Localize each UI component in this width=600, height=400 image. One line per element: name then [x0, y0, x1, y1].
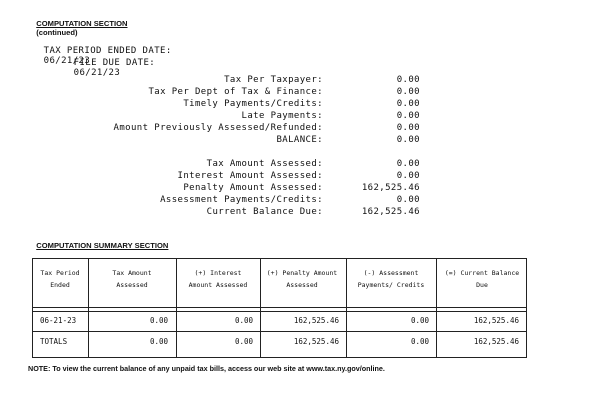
computation-value: 0.00 [396, 123, 420, 133]
assessment-value: 0.00 [396, 171, 420, 181]
computation-value: 0.00 [396, 135, 420, 145]
table-divider [346, 259, 347, 357]
file-due-label: FILE DUE DATE: [73, 58, 156, 68]
computation-value: 0.00 [396, 111, 420, 121]
computation-value: 0.00 [396, 87, 420, 97]
column-header: Tax Amount Assessed [112, 269, 152, 289]
summary-table [32, 258, 527, 358]
cell-payments: 0.00 [410, 337, 429, 346]
assessment-value: 162,525.46 [361, 207, 420, 217]
row-rule [32, 331, 527, 332]
cell-balance: 162,525.46 [473, 337, 519, 346]
assessment-value: 0.00 [396, 195, 420, 205]
computation-label: Amount Previously Assessed/Refunded: [113, 123, 323, 133]
cell-period: TOTALS [40, 337, 68, 346]
computation-label: Tax Per Taxpayer: [224, 75, 323, 85]
cell-tax: 0.00 [149, 316, 168, 325]
table-divider [260, 259, 261, 357]
computation-label: Tax Per Dept of Tax & Finance: [148, 87, 323, 97]
table-divider [436, 259, 437, 357]
cell-penalty: 162,525.46 [293, 316, 339, 325]
assessment-label: Interest Amount Assessed: [177, 171, 323, 181]
assessment-label: Current Balance Due: [206, 207, 323, 217]
column-header: (-) Assessment Payments/ Credits [357, 269, 425, 289]
tax-period-label: TAX PERIOD ENDED DATE: [43, 46, 172, 56]
summary-title-text: COMPUTATION SUMMARY SECTION [36, 241, 169, 250]
assessment-value: 0.00 [396, 159, 420, 169]
assessment-label: Penalty Amount Assessed: [183, 183, 323, 193]
tax-period-value: 06/21/23 [43, 56, 91, 66]
computation-value: 0.00 [396, 75, 420, 85]
cell-period: 06-21-23 [40, 316, 77, 325]
table-divider [88, 259, 89, 357]
computation-label: BALANCE: [276, 135, 323, 145]
cell-balance: 162,525.46 [473, 316, 519, 325]
section-header [32, 10, 128, 37]
summary-title [32, 232, 168, 250]
header-rule [32, 307, 527, 308]
header-rule [32, 311, 527, 312]
computation-value: 0.00 [396, 99, 420, 109]
table-border [32, 259, 33, 357]
assessment-label: Assessment Payments/Credits: [160, 195, 323, 205]
assessment-value: 162,525.46 [361, 183, 420, 193]
column-header: (=) Current Balance Due [444, 269, 520, 289]
cell-interest: 0.00 [234, 316, 253, 325]
column-header: Tax Period Ended [40, 269, 80, 289]
assessment-label: Tax Amount Assessed: [206, 159, 323, 169]
section-continued: (continued) [36, 28, 78, 37]
cell-interest: 0.00 [234, 337, 253, 346]
column-header: (+) Interest Amount Assessed [188, 269, 248, 289]
file-due-value: 06/21/23 [73, 68, 121, 78]
cell-penalty: 162,525.46 [293, 337, 339, 346]
footer-note: NOTE: To view the current balance of any unpaid tax bills, access our web site at www.tax.ny.gov/online. [28, 364, 385, 373]
table-border [526, 259, 527, 357]
file-due-row [62, 48, 155, 78]
computation-label: Timely Payments/Credits: [183, 99, 323, 109]
cell-payments: 0.00 [410, 316, 429, 325]
cell-tax: 0.00 [149, 337, 168, 346]
column-header: (+) Penalty Amount Assessed [266, 269, 338, 289]
table-divider [176, 259, 177, 357]
computation-label: Late Payments: [241, 111, 323, 121]
section-title: COMPUTATION SECTION [36, 19, 128, 28]
